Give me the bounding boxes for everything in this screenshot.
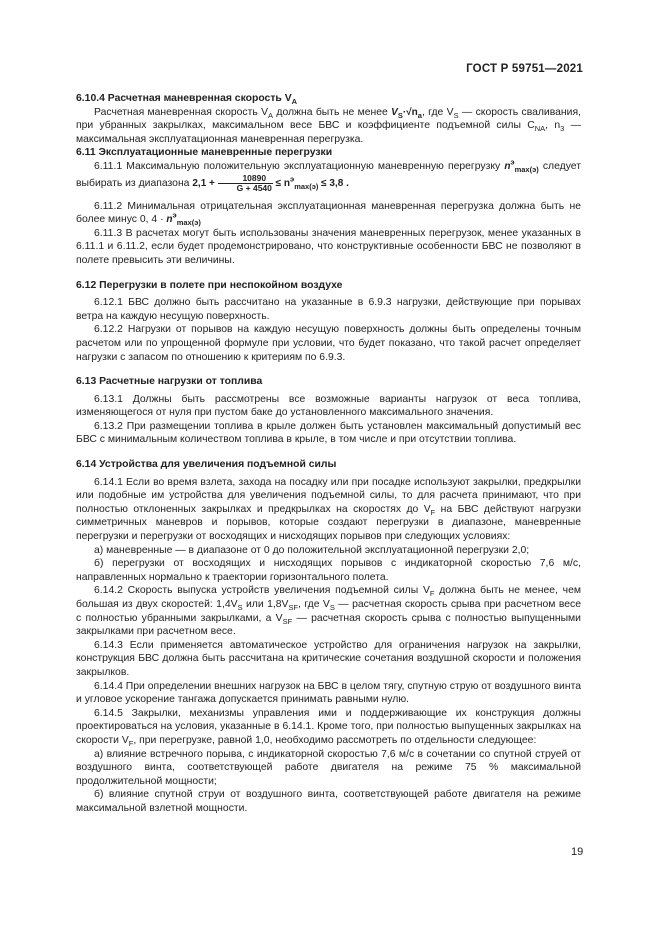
list-item-5b: б) влияние спутной струи от воздушного винта, соответствующей работе двигателя на режиме максимальной взлетной мощности. [76,789,581,814]
list-item-5a: а) влияние встречного порыва, с индикаторной скоростью 7,6 м/с в сочетании со спутной струей от воздушного винта, соответствующей работе двигателя на режиме 75 % максимальной продолжительной мощности; [76,748,581,787]
formula-n-max: $n^э_{max(э)}$ [504,157,539,174]
section-heading-6-14: 6.14 Устройства для увеличения подъемной силы [76,459,337,471]
formula-maneuver-speed: $V_S\cdot√n_a$ [391,106,422,120]
section-heading-6-12: 6.12 Перегрузки в полете при неспокойном воздухе [76,279,343,291]
paragraph-6-13-1: 6.13.1 Должны быть рассмотрены все возможные варианты нагрузок от веса топлива, изменяющегося от нуля при пустом баке до установленного максимального значения. [76,393,581,419]
paragraph-6-11-2: 6.11.2 Минимальная отрицательная эксплуатационная маневренная перегрузка должна быть не более минус 0, $4 \cdot n^э_{max(э)}$ [76,200,581,228]
section-heading-6-11: 6.11 Эксплуатационные маневренные перегрузки [76,147,333,159]
section-heading-6-10-4: 6.10.4 Расчетная маневренная скорость $V_A$ [76,93,298,107]
paragraph-6-11-1: 6.11.1 Максимальную положительную эксплуатационную маневренную перегрузку $n^э_{max(э)}$ следует выбирать из диапазона 2,1 + $\frac{10890}{G + 4540}$ ≤ $n^э_{max(э)} \le 3,8$ . [76,157,581,193]
document-header: ГОСТ Р 59751—2021 [466,63,583,75]
paragraph-6-13-2: 6.13.2 При размещении топлива в крыле должен быть установлен максимальный допустимый вес БВС с минимальным количеством топлива в крыле, в том числе и при отсутствии топлива. [76,420,581,446]
paragraph-6-12-1: 6.12.1 БВС должно быть рассчитано на указанные в 6.9.3 нагрузки, действующие при порывах ветра на каждую несущую поверхность. [76,297,581,322]
formula-range: 2,1 + $\frac{10890}{G + 4540}$ ≤ $n^э_{max(э)} \le 3,8$ . [192,172,349,193]
list-item-a: а) маневренные — в диапазоне от 0 до положительной эксплуатационной перегрузки 2,0; [94,544,530,556]
paragraph-6-11-3: 6.11.3 В расчетах могут быть использованы значения маневренных перегрузок, менее указанных в 6.11.1 и 6.11.2, если будет продемонстрировано, что конструктивные особенности БВС не позволяют в полете превысить эти величины. [76,227,581,266]
paragraph-6-14-1: 6.14.1 Если во время взлета, захода на посадку или при посадке используют закрылки, предкрылки или подобные им устройства для увеличения подъемной силы, то для расчета принимают, что при полностью отклоненных закрылках и предкрылках на скоростях до $V_F$ на БВС действуют нагрузки симметричных маневров и порывов, которые создают перегрузки в диапазоне, маневренные перегрузки и перегрузки от восходящих и нисходящих порывов при следующих условиях: [76,476,581,543]
paragraph-6-14-3: 6.14.3 Если применяется автоматическое устройство для ограничения нагрузок на закрылки, конструкция БВС должна быть рассчитана на критические сочетания воздушной скорости и положения закрылков. [76,639,581,678]
section-heading-6-13: 6.13 Расчетные нагрузки от топлива [76,376,263,388]
document-body [76,92,581,816]
paragraph-6-10-4: Расчетная маневренная скорость $V_A$ должна быть не менее $V_S\cdot√n_a$, где $V_S$ — скорость сваливания, при убранных закрылках, максимальном весе БВС и коэффициенте подъемной силы $C_{NA}$, $n_3$ — максимальная эксплуатационная маневренная перегрузка. [76,106,581,145]
paragraph-6-12-2: 6.12.2 Нагрузки от порывов на каждую несущую поверхность должны быть определены точным расчетом или по упрощенной формуле при условии, что будет показано, что такой расчет определяет нагрузки с запасом по отношению к критериям по 6.9.3. [76,324,581,363]
formula-n-max-neg: $n^э_{max(э)}$ [166,210,201,228]
list-item-b: б) перегрузки от восходящих и нисходящих порывов с индикаторной скоростью 7,6 м/с, направленных нормально к траектории горизонтального полета. [76,558,581,583]
paragraph-6-14-2: 6.14.2 Скорость выпуска устройств увеличения подъемной силы $V_F$ должна быть не менее, чем большая из двух скоростей: $1,4V_S$ или $1,8V_{SF}$, где $V_S$ — расчетная скорость срыва при расчетном весе с полностью убранными закрылками, а $V_{SF}$ — расчетная скорость срыва с полностью выпущенными закрылками при расчетном весе. [76,585,581,638]
paragraph-6-14-5: 6.14.5 Закрылки, механизмы управления ими и поддерживающие их конструкция должны проектироваться на условия, указанные в 6.14.1. Кроме того, при полностью выпущенных закрылках на скорости $V_F$, при перегрузке, равной 1,0, необходимо рассмотреть по отдельности следующее: [76,707,581,749]
page-number: 19 [571,846,584,858]
paragraph-6-14-4: 6.14.4 При определении внешних нагрузок на БВС в целом тягу, спутную струю от воздушного винта и угловое ускорение тангажа допускается принимать равными нулю. [76,680,581,706]
